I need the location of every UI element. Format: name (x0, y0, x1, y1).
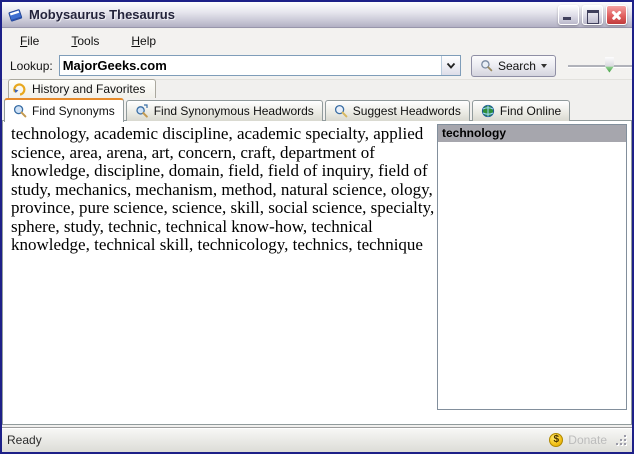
search-button[interactable] (471, 55, 555, 77)
lookup-input[interactable] (60, 56, 442, 75)
tab-label: Suggest Headwords (352, 104, 461, 118)
headword-list-item-selected[interactable]: technology (438, 125, 626, 142)
close-button[interactable] (606, 5, 627, 25)
status-text: Ready (7, 433, 42, 447)
synonyms-text[interactable]: technology, academic discipline, academic specialty, applied science, area, arena, art, concern, craft, department of knowledge, discipline, domain, field, field of inquiry, field of study, mechanics, mechanism, method, natural science, ology, province, pure science, science, skill, social science, specialty, sphere, study, technic, technical know-how, technical knowledge, technical skill, technicology, technics, technique (11, 124, 435, 254)
slider-track (568, 65, 633, 67)
menu-help[interactable]: Help (131, 33, 157, 48)
tab-find-synonyms[interactable] (4, 98, 124, 122)
app-book-icon (7, 7, 24, 23)
magnifier-arrows-icon (135, 104, 149, 118)
search-dropdown-caret-icon (541, 64, 547, 68)
minimize-button[interactable] (558, 5, 579, 25)
lookup-toolbar (2, 52, 632, 80)
donate-coin-icon[interactable]: $ (549, 433, 563, 447)
maximize-button[interactable] (582, 5, 603, 25)
tab-find-synonymous-headwords[interactable] (126, 100, 323, 121)
window-title: Mobysaurus Thesaurus (29, 7, 175, 22)
menu-bar (2, 29, 632, 52)
tab-label: Find Synonymous Headwords (153, 104, 314, 118)
donate-link[interactable]: Donate (568, 433, 607, 447)
globe-icon (481, 104, 495, 118)
lookup-label: Lookup: (10, 58, 53, 73)
lookup-combobox (59, 55, 462, 76)
find-synonyms-page (2, 120, 632, 425)
search-button-label: Search (497, 58, 536, 73)
menu-file[interactable]: File (20, 33, 40, 48)
search-icon (480, 59, 493, 72)
resize-grip[interactable] (615, 434, 627, 446)
history-favorites-tab[interactable] (8, 79, 156, 98)
slider-thumb[interactable] (605, 57, 614, 73)
history-icon (13, 83, 27, 96)
headword-list[interactable] (437, 124, 627, 410)
chevron-down-icon (446, 62, 456, 70)
history-favorites-label: History and Favorites (32, 82, 146, 96)
tab-label: Find Synonyms (32, 104, 115, 118)
title-bar (2, 2, 632, 28)
status-bar (2, 427, 632, 452)
magnifier-pencil-icon (334, 104, 348, 118)
tab-strip (4, 98, 572, 121)
zoom-slider[interactable] (568, 56, 633, 76)
magnifier-icon (13, 104, 27, 118)
tab-suggest-headwords[interactable] (325, 100, 470, 121)
lookup-dropdown-button[interactable] (441, 56, 460, 75)
tab-label: Find Online (499, 104, 562, 118)
tab-find-online[interactable] (472, 100, 570, 121)
menu-tools[interactable]: Tools (71, 33, 100, 48)
